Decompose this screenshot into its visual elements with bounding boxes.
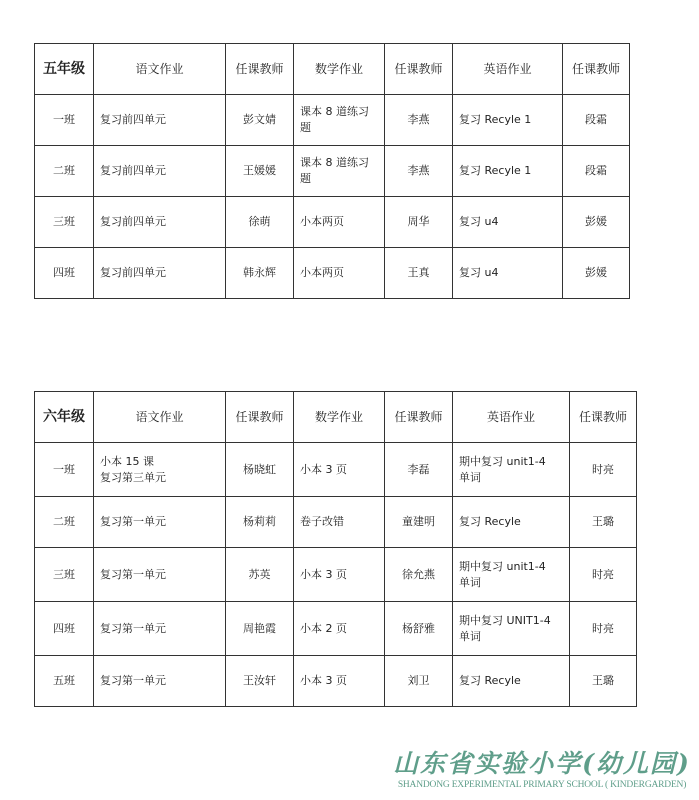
header-chinese-teacher: 任课教师 (226, 392, 294, 443)
header-english-homework: 英语作业 (453, 44, 563, 95)
chinese-teacher: 徐萌 (226, 197, 294, 248)
header-chinese-teacher: 任课教师 (226, 44, 294, 95)
table-row (35, 146, 630, 197)
header-chinese-homework: 语文作业 (94, 392, 226, 443)
chinese-homework: 复习前四单元 (94, 146, 226, 197)
chinese-teacher: 韩永辉 (226, 248, 294, 299)
chinese-teacher: 苏英 (226, 548, 294, 602)
table-row (35, 656, 637, 707)
header-english-homework: 英语作业 (453, 392, 570, 443)
chinese-homework: 复习第一单元 (94, 602, 226, 656)
english-teacher: 王璐 (570, 656, 637, 707)
class-name: 三班 (35, 197, 94, 248)
english-teacher: 段霜 (563, 95, 630, 146)
grade-label: 五年级 (35, 44, 94, 95)
class-name: 四班 (35, 602, 94, 656)
english-teacher: 段霜 (563, 146, 630, 197)
header-math-homework: 数学作业 (294, 44, 385, 95)
chinese-teacher: 王汝轩 (226, 656, 294, 707)
math-homework: 课本 8 道练习 题 (294, 146, 385, 197)
header-english-teacher: 任课教师 (570, 392, 637, 443)
math-teacher: 周华 (385, 197, 453, 248)
table-row (35, 95, 630, 146)
chinese-teacher: 彭文婧 (226, 95, 294, 146)
english-teacher: 时亮 (570, 602, 637, 656)
english-teacher: 彭媛 (563, 197, 630, 248)
header-math-teacher: 任课教师 (385, 44, 453, 95)
chinese-teacher: 王媛媛 (226, 146, 294, 197)
math-homework: 卷子改错 (294, 497, 385, 548)
chinese-homework: 复习第一单元 (94, 656, 226, 707)
chinese-homework: 复习前四单元 (94, 95, 226, 146)
table-header-row (35, 392, 637, 443)
math-teacher: 李磊 (385, 443, 453, 497)
header-math-teacher: 任课教师 (385, 392, 453, 443)
table-row (35, 602, 637, 656)
math-teacher: 李燕 (385, 146, 453, 197)
class-name: 五班 (35, 656, 94, 707)
chinese-homework: 复习前四单元 (94, 197, 226, 248)
english-teacher: 彭媛 (563, 248, 630, 299)
chinese-teacher: 杨晓虹 (226, 443, 294, 497)
class-name: 四班 (35, 248, 94, 299)
chinese-homework: 复习第一单元 (94, 548, 226, 602)
class-name: 三班 (35, 548, 94, 602)
english-homework: 复习 Recyle 1 (453, 95, 563, 146)
grade-label: 六年级 (35, 392, 94, 443)
english-teacher: 时亮 (570, 443, 637, 497)
english-homework: 复习 u4 (453, 197, 563, 248)
chinese-homework: 复习前四单元 (94, 248, 226, 299)
math-teacher: 李燕 (385, 95, 453, 146)
math-teacher: 杨舒雅 (385, 602, 453, 656)
chinese-teacher: 杨莉莉 (226, 497, 294, 548)
english-homework: 复习 Recyle 1 (453, 146, 563, 197)
chinese-homework: 复习第一单元 (94, 497, 226, 548)
chinese-homework: 小本 15 课 复习第三单元 (94, 443, 226, 497)
english-homework: 期中复习 unit1-4 单词 (453, 548, 570, 602)
class-name: 二班 (35, 146, 94, 197)
english-teacher: 时亮 (570, 548, 637, 602)
english-homework: 复习 u4 (453, 248, 563, 299)
school-name-chinese: 山东省实验小学(幼儿园) (393, 749, 691, 778)
math-homework: 小本两页 (294, 248, 385, 299)
class-name: 一班 (35, 443, 94, 497)
grade5-homework-table (34, 43, 630, 299)
header-math-homework: 数学作业 (294, 392, 385, 443)
school-name-english: SHANDONG EXPERIMENTAL PRIMARY SCHOOL ( KINDERGARDEN) (397, 780, 687, 790)
header-chinese-homework: 语文作业 (94, 44, 226, 95)
math-homework: 小本 3 页 (294, 548, 385, 602)
english-homework: 期中复习 unit1-4 单词 (453, 443, 570, 497)
school-logo (392, 749, 692, 797)
math-homework: 小本 3 页 (294, 656, 385, 707)
table-header-row (35, 44, 630, 95)
english-homework: 复习 Recyle (453, 656, 570, 707)
math-teacher: 童建明 (385, 497, 453, 548)
english-homework: 期中复习 UNIT1-4 单词 (453, 602, 570, 656)
grade6-homework-table (34, 391, 637, 707)
math-teacher: 徐允燕 (385, 548, 453, 602)
table-row (35, 443, 637, 497)
math-homework: 小本 2 页 (294, 602, 385, 656)
table-row (35, 497, 637, 548)
chinese-teacher: 周艳霞 (226, 602, 294, 656)
math-teacher: 刘卫 (385, 656, 453, 707)
table-row (35, 197, 630, 248)
english-homework: 复习 Recyle (453, 497, 570, 548)
class-name: 一班 (35, 95, 94, 146)
math-homework: 课本 8 道练习 题 (294, 95, 385, 146)
math-teacher: 王真 (385, 248, 453, 299)
class-name: 二班 (35, 497, 94, 548)
english-teacher: 王璐 (570, 497, 637, 548)
table-row (35, 248, 630, 299)
header-english-teacher: 任课教师 (563, 44, 630, 95)
math-homework: 小本 3 页 (294, 443, 385, 497)
math-homework: 小本两页 (294, 197, 385, 248)
table-row (35, 548, 637, 602)
